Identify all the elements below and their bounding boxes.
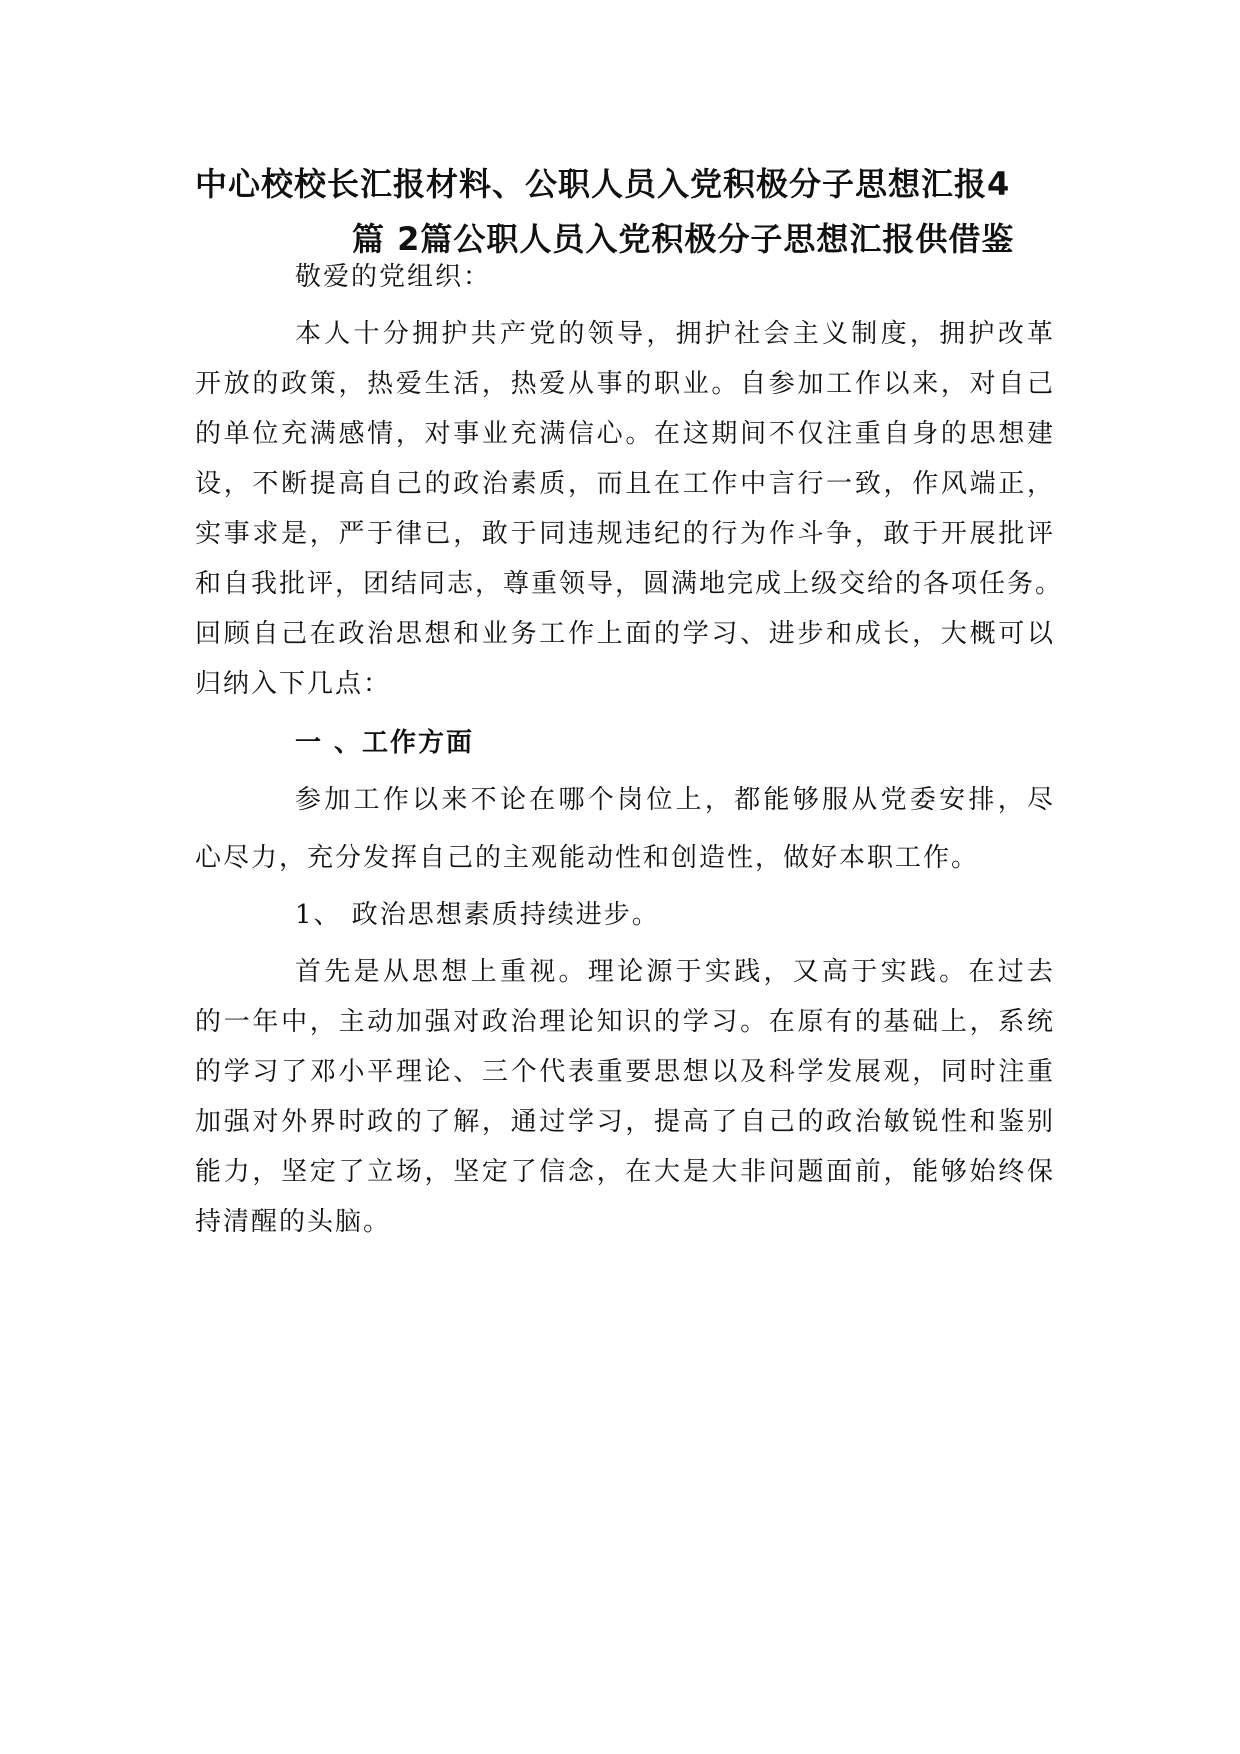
paragraph-2-line-1: 参加工作以来不论在哪个岗位上，都能够服从党委安排，尽 [295, 785, 1055, 815]
paragraph-3-line-6: 持清醒的头脑。 [195, 1207, 392, 1237]
document-title-line-2: 篇 2篇公职人员入党积极分子思想汇报供借鉴 [352, 220, 1015, 258]
salutation: 敬爱的党组织： [295, 262, 492, 292]
paragraph-1-line-3: 的单位充满感情，对事业充满信心。在这期间不仅注重自身的思想建 [195, 419, 1055, 449]
paragraph-1-line-1: 本人十分拥护共产党的领导，拥护社会主义制度，拥护改革 [295, 319, 1055, 349]
paragraph-3-line-4: 加强对外界时政的了解，通过学习，提高了自己的政治敏锐性和鉴别 [195, 1107, 1055, 1137]
paragraph-3-line-5: 能力，坚定了立场，坚定了信念，在大是大非问题面前，能够始终保 [195, 1157, 1055, 1187]
document-title-line-1: 中心校校长汇报材料、公职人员入党积极分子思想汇报4 [195, 165, 1011, 203]
paragraph-1-line-6: 和自我批评，团结同志，尊重领导，圆满地完成上级交给的各项任务。 [195, 569, 1064, 599]
paragraph-1-line-7: 回顾自己在政治思想和业务工作上面的学习、进步和成长，大概可以 [195, 619, 1055, 649]
paragraph-3-line-2: 的一年中，主动加强对政治理论知识的学习。在原有的基础上，系统 [195, 1007, 1055, 1037]
paragraph-2-line-2: 心尽力，充分发挥自己的主观能动性和创造性，做好本职工作。 [195, 843, 980, 873]
paragraph-3-line-3: 的学习了邓小平理论、三个代表重要思想以及科学发展观，同时注重 [195, 1057, 1055, 1087]
list-item-1: 1、 政治思想素质持续进步。 [295, 900, 660, 930]
paragraph-1-line-4: 设，不断提高自己的政治素质，而且在工作中言行一致，作风端正， [195, 469, 1055, 499]
paragraph-3-line-1: 首先是从思想上重视。理论源于实践，又高于实践。在过去 [295, 957, 1055, 987]
paragraph-1-line-5: 实事求是，严于律已，敢于同违规违纪的行为作斗争，敢于开展批评 [195, 519, 1055, 549]
paragraph-1-line-2: 开放的政策，热爱生活，热爱从事的职业。自参加工作以来，对自己 [195, 369, 1055, 399]
section-heading-work: 一 、工作方面 [295, 728, 475, 758]
paragraph-1-line-8: 归纳入下几点： [195, 669, 392, 699]
